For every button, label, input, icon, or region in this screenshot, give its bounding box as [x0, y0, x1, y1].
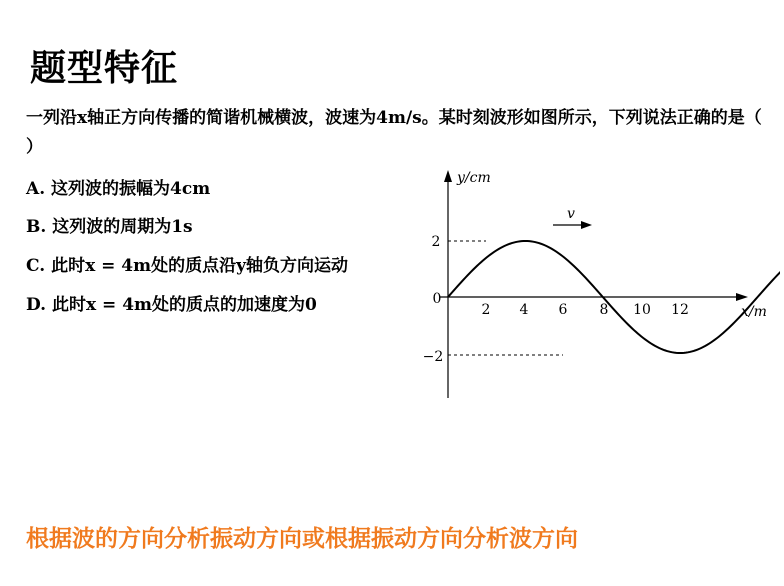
option-d: D. 此时x = 4m处的质点的加速度为0 — [26, 295, 317, 315]
wave-graph — [420, 166, 780, 406]
y-tick-minus2: −2 — [422, 349, 444, 365]
y-axis-arrow — [444, 170, 452, 182]
x-tick-10: 10 — [633, 302, 651, 318]
option-a: A. 这列波的振幅为4cm — [26, 179, 211, 199]
x-axis-arrow — [736, 293, 748, 301]
option-b: B. 这列波的周期为1s — [26, 217, 193, 237]
x-tick-6: 6 — [558, 302, 568, 318]
x-tick-12: 12 — [671, 302, 689, 318]
question-text: 一列沿x轴正方向传播的简谐机械横波，波速为4m/s。某时刻波形如图所示，下列说法正确的是（ ） — [26, 108, 762, 157]
x-tick-4: 4 — [519, 302, 529, 318]
y-tick-0: 0 — [432, 291, 442, 307]
y-axis-label: y/cm — [457, 170, 491, 186]
page-title: 题型特征 — [30, 48, 179, 89]
velocity-arrow-head — [581, 221, 592, 229]
option-c: C. 此时x = 4m处的质点沿y轴负方向运动 — [26, 256, 348, 276]
footer-note: 根据波的方向分析振动方向或根据振动方向分析波方向 — [26, 526, 578, 552]
x-axis-label: x/m — [741, 304, 767, 320]
x-tick-8: 8 — [599, 302, 609, 318]
x-tick-2: 2 — [481, 302, 491, 318]
velocity-label: v — [567, 206, 575, 222]
y-tick-2: 2 — [431, 234, 441, 250]
